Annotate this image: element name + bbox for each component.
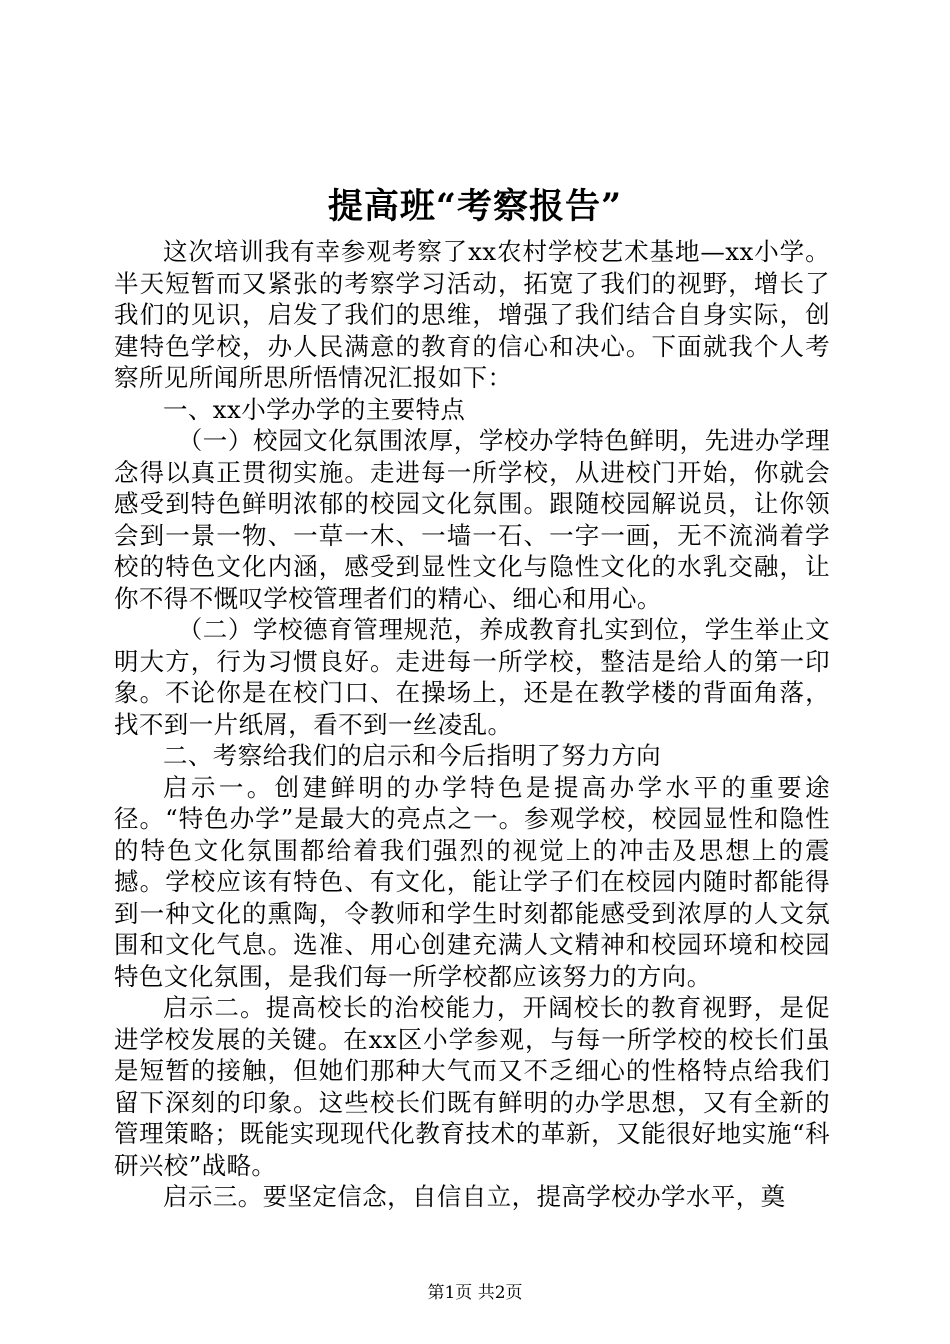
paragraph-intro: 这次培训我有幸参观考察了xx农村学校艺术基地—xx小学。半天短暂而又紧张的考察学习活动，拓宽了我们的视野，增长了我们的见识，启发了我们的思维，增强了我们结合自身实际，创建特色学校，办人民满意的教育的信心和决心。下面就我个人考察所见所闻所思所悟情况汇报如下： bbox=[114, 237, 830, 392]
paragraph-point-2: （二）学校德育管理规范，养成教育扎实到位，学生举止文明大方，行为习惯良好。走进每一所学校，整洁是给人的第一印象。不论你是在校门口、在操场上，还是在教学楼的背面角落，找不到一片纸屑，看不到一丝凌乱。 bbox=[114, 615, 830, 739]
page-footer: 第1页 共2页 bbox=[427, 1283, 523, 1303]
heading-section-1: 一、xx小学办学的主要特点 bbox=[163, 394, 466, 424]
document-body bbox=[114, 236, 830, 1213]
paragraph-point-1: （一）校园文化氛围浓厚，学校办学特色鲜明，先进办学理念得以真正贯彻实施。走进每一所学校，从进校门开始，你就会感受到特色鲜明浓郁的校园文化氛围。跟随校园解说员，让你领会到一景一物、一草一木、一墙一石、一字一画，无不流淌着学校的特色文化内涵，感受到显性文化与隐性文化的水乳交融，让你不得不慨叹学校管理者们的精心、细心和用心。 bbox=[114, 426, 830, 613]
paragraph-insight-1: 启示一。创建鲜明的办学特色是提高办学水平的重要途径。“特色办学”是最大的亮点之一。参观学校，校园显性和隐性的特色文化氛围都给着我们强烈的视觉上的冲击及思想上的震撼。学校应该有特色、有文化，能让学子们在校园内随时都能得到一种文化的熏陶，令教师和学生时刻都能感受到浓厚的人文氛围和文化气息。选准、用心创建充满人文精神和校园环境和校园特色文化氛围，是我们每一所学校都应该努力的方向。 bbox=[114, 772, 830, 991]
heading-section-2: 二、考察给我们的启示和今后指明了努力方向 bbox=[163, 741, 661, 770]
paragraph-insight-3: 启示三。要坚定信念，自信自立，提高学校办学水平，奠 bbox=[163, 1182, 786, 1211]
document-title: 提高班“考察报告” bbox=[327, 186, 623, 227]
paragraph-insight-2: 启示二。提高校长的治校能力，开阔校长的教育视野，是促进学校发展的关键。在xx区小学参观，与每一所学校的校长们虽是短暂的接触，但她们那种大气而又不乏细心的性格特点给我们留下深刻的印象。这些校长们既有鲜明的办学思想，又有全新的管理策略；既能实现现代化教育技术的革新，又能很好地实施“科研兴校”战略。 bbox=[114, 993, 830, 1180]
